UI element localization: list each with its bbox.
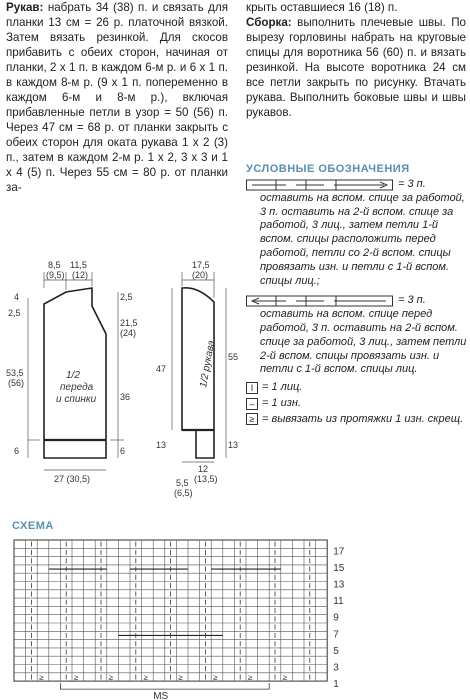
increase-mark: ≥ xyxy=(213,672,218,682)
row-number: 13 xyxy=(333,579,345,591)
row-number: 17 xyxy=(333,546,345,558)
dim-top-w2b: (12) xyxy=(72,270,89,280)
ms-bracket xyxy=(60,683,269,689)
dim-h56: (56) xyxy=(8,378,25,388)
row-number: 5 xyxy=(333,645,339,657)
row-number: 15 xyxy=(333,562,345,574)
chart-grid xyxy=(14,540,345,700)
dim-h6b: 6 xyxy=(120,446,126,456)
dim-h25b: 2,5 xyxy=(120,292,133,302)
legend-inc xyxy=(246,413,468,427)
cable-right-icon xyxy=(246,179,394,191)
assembly-label: Сборка: xyxy=(246,16,292,29)
dim-arm: 21,5 xyxy=(120,318,138,328)
dim-h55: 55 xyxy=(228,352,239,362)
dim-h36: 36 xyxy=(120,392,131,402)
dim-h6: 6 xyxy=(14,446,20,456)
increase-mark: ≥ xyxy=(108,672,114,682)
legend-title: УСЛОВНЫЕ ОБОЗНАЧЕНИЯ xyxy=(246,163,410,175)
knitting-chart xyxy=(0,532,470,700)
purl-symbol-icon: – xyxy=(246,398,258,410)
cable-left-icon xyxy=(246,295,394,307)
legend-cable-left xyxy=(246,294,468,308)
row-number: 11 xyxy=(333,596,344,608)
body-label xyxy=(56,370,97,405)
increase-mark: ≥ xyxy=(74,672,79,682)
dim-top-w1: 8,5 xyxy=(48,260,61,270)
sleeve-label: 1/2 рукава xyxy=(198,339,218,389)
increase-mark: ≥ xyxy=(143,672,148,682)
legend-knit-text: = 1 лиц. xyxy=(262,381,303,394)
body-label-2: переда xyxy=(60,382,94,393)
assembly-body: выполнить плечевые швы. По вырезу горловины набрать на круговые спицы для воротника 56 (60) п. и вязать резинкой. На высоте воротника 24 см все петли закрыть по рисунку. Втачать рукава. Выполнить боковые швы и швы рукавов. xyxy=(246,16,466,119)
dim-top-w1b: (9,5) xyxy=(46,270,65,280)
sleeve-continuation: крыть оставшиеся 16 (18) п. xyxy=(246,1,398,14)
dim-b12: 12 xyxy=(198,464,209,474)
sleeve-instructions xyxy=(6,0,228,195)
dim-b55: 5,5 xyxy=(176,478,189,488)
sleeve-body: набрать 34 (38) п. и связать для планки 13 см = 26 р. платочной вязкой. Затем вязать резинкой. Для скосов прибавить с обеих сторон, начиная от планки, 2 х 1 п. в каждом 6-м р. и 6 х 1 п. в каждом 8-м р. (9 х 1 п. попеременно в каждом 6-м и 8-м р.), включая прибавленные петли в узор = 50 (56) п. Через 47 см = 68 р. от планки закрыть с обеих сторон для оката рукава 1 х 2 (3) п., затем в каждом 2-м р. 1 х 2, 3 х 3 и 1 х 4 (5) п. Через 55 см = 80 р. от планки за- xyxy=(6,1,228,194)
dim-sleeve-top: 17,5 xyxy=(192,260,210,270)
legend-purl xyxy=(246,397,468,411)
dim-h535: 53,5 xyxy=(6,368,24,378)
legend-knit xyxy=(246,381,468,395)
body-label-3: и спинки xyxy=(56,394,97,405)
legend-cable-right xyxy=(246,178,468,192)
dim-h25: 2,5 xyxy=(8,308,21,318)
schema-title: СХЕМА xyxy=(12,520,54,532)
legend-item2-eq: = 3 п. xyxy=(398,294,426,307)
body-label-1: 1/2 xyxy=(66,370,80,381)
dim-arm2: (24) xyxy=(120,328,137,338)
legend-inc-text: = вывязать из протяжки 1 изн. скрещ. xyxy=(262,412,464,425)
increase-mark: ≥ xyxy=(282,672,288,682)
ms-label: MS xyxy=(153,691,169,700)
dim-top-w2: 11,5 xyxy=(70,260,87,270)
knit-symbol-icon: I xyxy=(246,382,258,394)
legend-item1-eq: = 3 п. xyxy=(398,178,426,190)
legend xyxy=(246,178,468,427)
row-number: 3 xyxy=(333,662,339,674)
dim-h13a: 13 xyxy=(156,440,167,450)
legend-purl-text: = 1 изн. xyxy=(262,396,301,409)
dim-width: 27 (30,5) xyxy=(54,474,91,484)
row-number: 7 xyxy=(333,629,339,641)
pattern-diagrams xyxy=(0,258,240,498)
increase-mark: ≥ xyxy=(248,672,253,682)
dim-b135: (13,5) xyxy=(194,474,218,484)
increase-mark: ≥ xyxy=(39,672,44,682)
legend-item2-text: оставить на вспом. спице перед работой, 3 п. оставить на 2-й вспом. спице за работой, 3 лиц., затем петли 2-й вспом. спицы провязать изн. и петли с 1-й вспом. спицы лиц. xyxy=(260,308,467,376)
dim-b65: (6,5) xyxy=(174,488,193,498)
sleeve-dim-lines xyxy=(172,272,226,462)
dim-h4: 4 xyxy=(14,292,20,302)
row-number: 1 xyxy=(333,679,339,691)
increase-symbol-icon: ≥ xyxy=(246,413,258,425)
dim-sleeve-top2: (20) xyxy=(192,270,209,280)
dim-h13b: 13 xyxy=(228,440,239,450)
increase-mark: ≥ xyxy=(178,672,183,682)
sleeve-label: Рукав: xyxy=(6,1,44,14)
dim-h47: 47 xyxy=(156,364,167,374)
assembly-instructions xyxy=(246,0,466,120)
legend-item1-text: оставить на вспом. спице за работой, 3 п. оставить на 2-й вспом. спице за работой, 3 лиц., затем петли 1-й вспом. спицы расположить перед работой, петли со 2-й вспом. спицы провязать изн. и петли с 1-й вспом. спицы лиц.; xyxy=(260,191,465,287)
row-number: 9 xyxy=(333,612,339,624)
